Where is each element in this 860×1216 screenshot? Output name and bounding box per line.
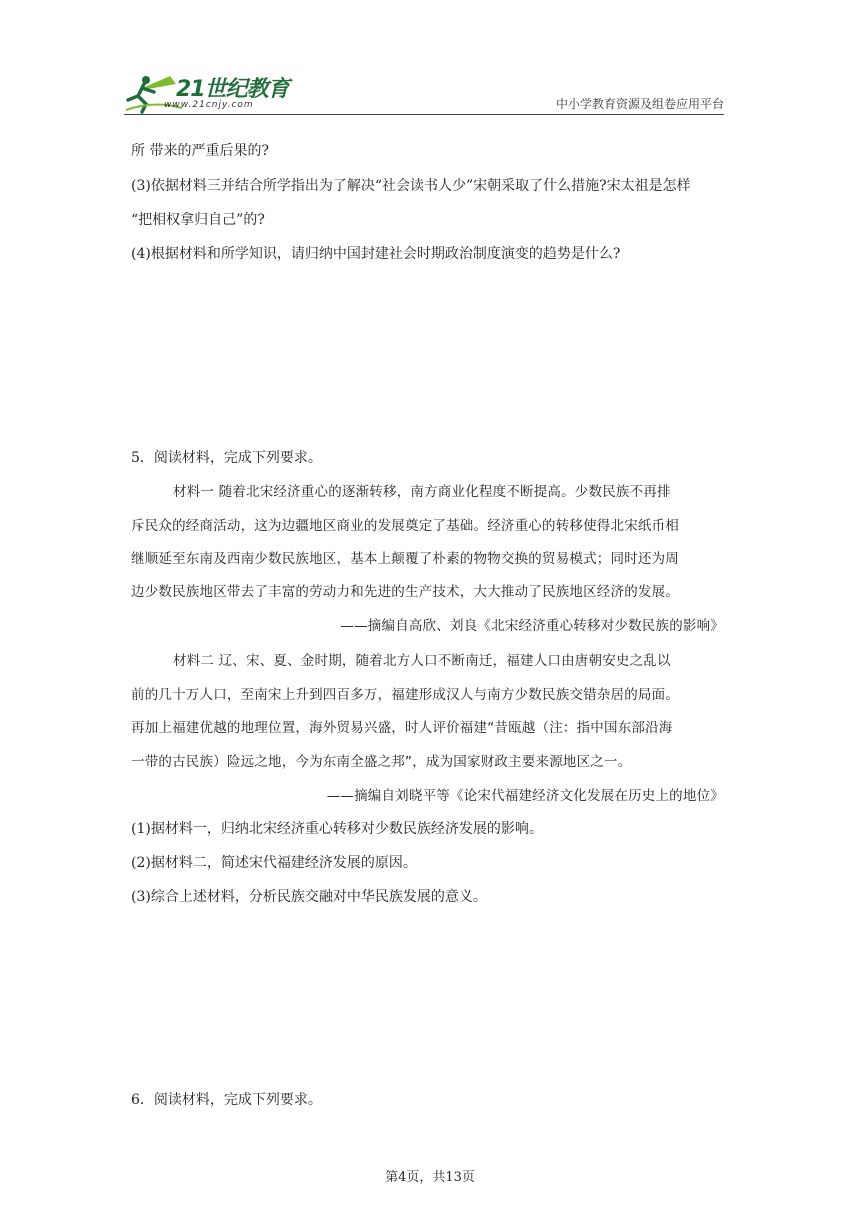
q5-material2-line3: 再加上福建优越的地理位置，海外贸易兴盛，时人评价福建“昔瓯越（注：指中国东部沿海 (131, 720, 673, 736)
q5-material2-line2: 前的几十万人口，至南宋上升到四百多万，福建形成汉人与南方少数民族交错杂居的局面。 (131, 687, 679, 703)
q5-sub2: (2)据材料二，简述宋代福建经济发展的原因。 (131, 855, 417, 871)
q5-sub1: (1)据材料一，归纳北宋经济重心转移对少数民族经济发展的影响。 (131, 821, 543, 837)
logo (124, 70, 294, 114)
page-number: 第4页，共13页 (385, 1170, 475, 1185)
page-header (124, 66, 724, 116)
q5-material1-line2: 斥民众的经商活动，这为边疆地区商业的发展奠定了基础。经济重心的转移使得北宋纸币相 (131, 518, 679, 534)
q5-material1-line3: 继顺延至东南及西南少数民族地区，基本上颠覆了朴素的物物交换的贸易模式；同时还为周 (131, 551, 679, 567)
q5-material2-source: ——摘编自刘晓平等《论宋代福建经济文化发展在历史上的地位》 (326, 788, 724, 804)
brand-name: 21世纪教育 (176, 77, 289, 102)
q4-sub4: (4)根据材料和所学知识，请归纳中国封建社会时期政治制度演变的趋势是什么? (131, 246, 621, 262)
q6-title: 6．阅读材料，完成下列要求。 (131, 1092, 322, 1108)
brand-url: www.21cnjy.com (164, 100, 254, 110)
q4-continuation-line: 所 带来的严重后果的? (131, 143, 269, 159)
q5-title: 5．阅读材料，完成下列要求。 (131, 450, 322, 466)
q5-material1-line1: 材料一 随着北宋经济重心的逐渐转移，南方商业化程度不断提高。少数民族不再排 (173, 484, 671, 500)
q5-material2-line1: 材料二 辽、宋、夏、金时期，随着北方人口不断南迁，福建人口由唐朝安史之乱以 (173, 653, 671, 669)
q5-material1-line4: 边少数民族地区带去了丰富的劳动力和先进的生产技术，大大推动了民族地区经济的发展。 (131, 584, 679, 600)
q5-material2-line4: 一带的古民族）险远之地，今为东南全盛之邦”，成为国家财政主要来源地区之一。 (131, 754, 632, 770)
q5-sub3: (3)综合上述材料，分析民族交融对中华民族发展的意义。 (131, 889, 487, 905)
q4-sub3-line1: (3)依据材料三并结合所学指出为了解决“社会读书人少”宋朝采取了什么措施?宋太祖是怎样 (131, 178, 691, 194)
platform-name: 中小学教育资源及组卷应用平台 (555, 97, 724, 111)
q5-material1-source: ——摘编自高欣、刘良《北宋经济重心转移对少数民族的影响》 (340, 618, 724, 634)
q4-sub3-line2: “把相权拿归自己”的? (131, 212, 265, 228)
header-divider (124, 114, 724, 115)
